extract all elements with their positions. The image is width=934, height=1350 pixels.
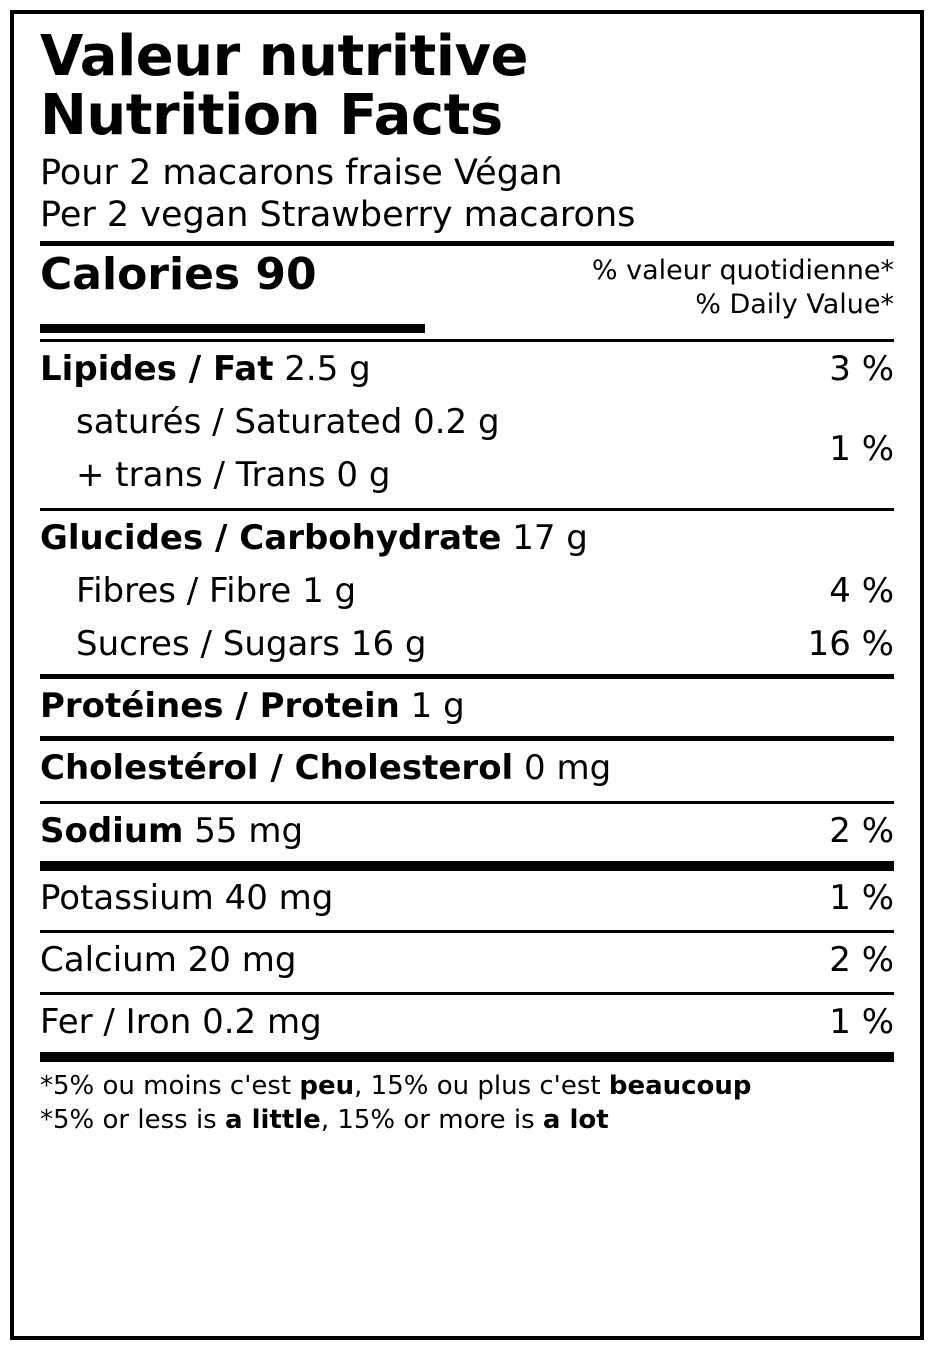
nutrient-label-sodium: Sodium [40, 810, 184, 851]
nutrition-facts-panel [10, 10, 924, 1340]
nutrient-label-cholesterol: Cholestérol / Cholesterol [40, 748, 514, 789]
footnote-english-part2: , 15% or more is [320, 1105, 543, 1136]
calories-value: Calories 90 [40, 248, 317, 300]
nutrient-row-calcium [40, 933, 894, 986]
nutrient-amount-protein: 1 g [410, 686, 465, 727]
nutrient-amount-cholesterol: 0 mg [524, 748, 612, 789]
nutrient-row-sodium [40, 804, 894, 857]
nutrient-name-trans: + trans / Trans 0 g [76, 455, 391, 496]
nutrient-dv-fat: 3 % [829, 349, 894, 389]
nutrient-dv-calcium: 2 % [829, 939, 894, 980]
daily-value-header-french: % valeur quotidienne* [591, 254, 894, 286]
nutrient-dv-sugars: 16 % [807, 623, 894, 664]
serving-size-french: Pour 2 macarons fraise Végan [40, 152, 563, 193]
nutrient-amount-sodium: 55 mg [194, 810, 304, 851]
footnote-english [40, 1104, 894, 1138]
nutrient-name-fat [40, 342, 829, 395]
daily-value-header-english: % Daily Value* [695, 288, 894, 320]
calories-row [40, 246, 894, 322]
nutrient-name-saturated: saturés / Saturated 0.2 g [76, 402, 500, 443]
nutrient-amount-carbohydrate: 17 g [512, 517, 588, 558]
nutrient-name-sugars: Sucres / Sugars 16 g [76, 623, 427, 664]
nutrient-row-cholesterol [40, 741, 894, 794]
nutrient-row-saturated-trans [40, 395, 894, 501]
nutrient-row-sugars [40, 617, 894, 670]
nutrient-label-carbohydrate: Glucides / Carbohydrate [40, 517, 502, 558]
calories-underline [40, 324, 425, 333]
nutrient-name-iron: Fer / Iron 0.2 mg [40, 1002, 322, 1043]
nutrient-name-calcium: Calcium 20 mg [40, 939, 297, 980]
nutrient-amount-fat: 2.5 g [284, 349, 371, 389]
serving-size-english: Per 2 vegan Strawberry macarons [40, 195, 636, 236]
nutrient-row-iron [40, 995, 894, 1048]
footnote-french-part1: *5% ou moins c'est [40, 1071, 300, 1102]
nutrient-row-carbohydrate [40, 511, 894, 564]
title-english: Nutrition Facts [40, 82, 503, 148]
nutrient-dv-sodium: 2 % [829, 810, 894, 851]
nutrient-name-cholesterol [40, 741, 894, 794]
nutrient-name-fibre: Fibres / Fibre 1 g [76, 570, 357, 611]
footnote-english-emphasis2: a lot [542, 1105, 609, 1136]
nutrient-name-protein [40, 679, 894, 732]
nutrient-row-fat [40, 342, 894, 395]
divider-before-footnote [40, 1052, 894, 1062]
nutrient-name-potassium: Potassium 40 mg [40, 877, 334, 918]
nutrient-label-protein: Protéines / Protein [40, 686, 400, 727]
nutrient-name-sodium [40, 804, 829, 857]
nutrient-dv-iron: 1 % [829, 1002, 894, 1043]
nutrient-dv-fibre: 4 % [829, 570, 894, 611]
footnote-french-part2: , 15% ou plus c'est [354, 1071, 609, 1102]
daily-value-header [592, 250, 894, 322]
nutrient-row-protein [40, 679, 894, 732]
footnote-french [40, 1062, 894, 1104]
nutrient-name-carbohydrate [40, 511, 894, 564]
footnote-french-emphasis2: beaucoup [608, 1071, 752, 1102]
divider-before-minerals [40, 861, 894, 871]
nutrient-dv-saturated-trans: 1 % [829, 428, 894, 469]
title-french: Valeur nutritive [40, 24, 528, 89]
nutrient-row-potassium [40, 871, 894, 924]
footnote-english-part1: *5% or less is [40, 1105, 225, 1136]
nutrient-dv-potassium: 1 % [829, 877, 894, 918]
nutrient-label-fat: Lipides / Fat [40, 349, 274, 389]
footnote-english-emphasis1: a little [224, 1105, 321, 1136]
footnote-french-emphasis1: peu [299, 1071, 355, 1102]
nutrient-row-fibre [40, 564, 894, 617]
